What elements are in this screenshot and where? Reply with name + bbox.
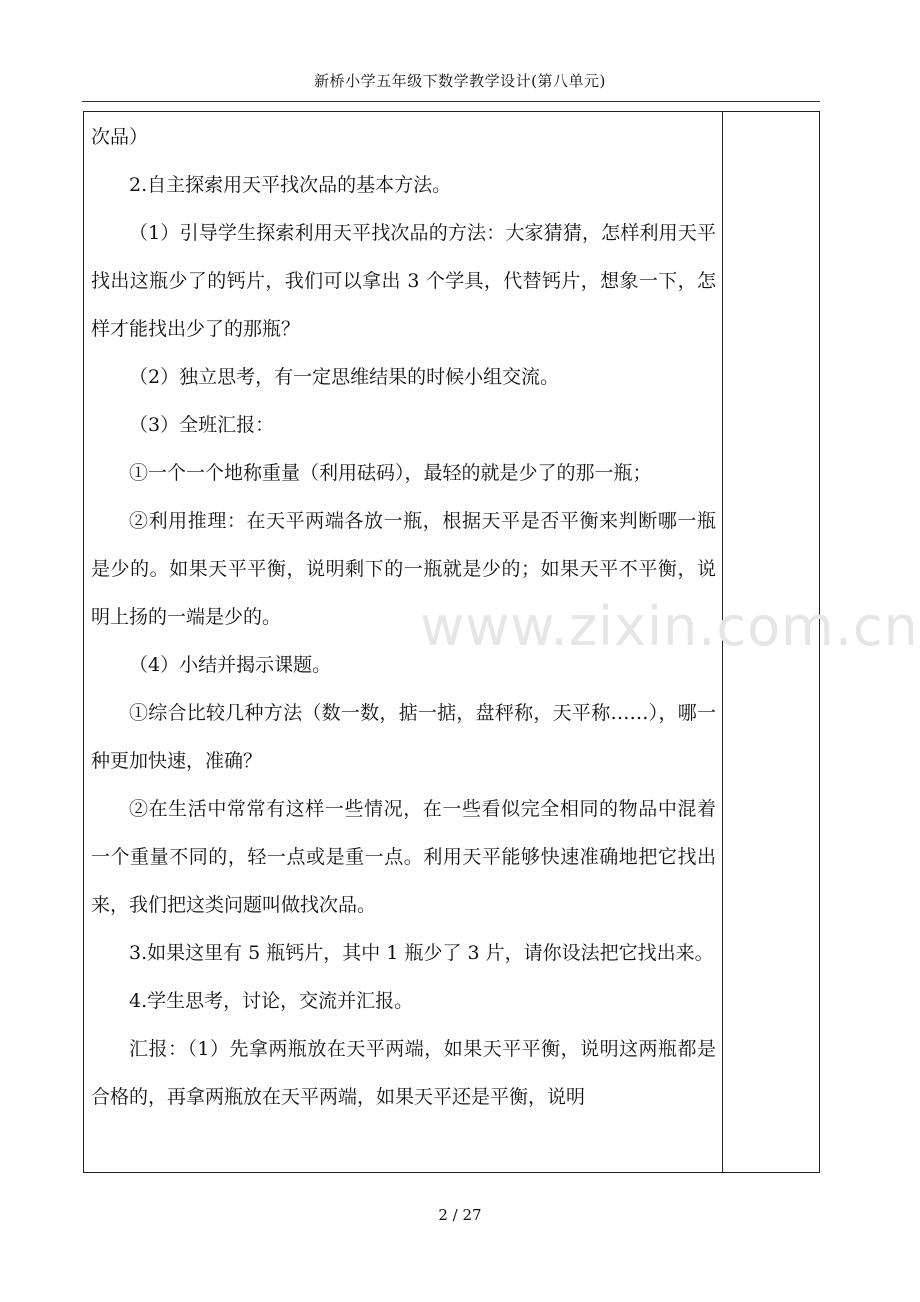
paragraph-guide-explore: （1）引导学生探索利用天平找次品的方法：大家猜猜，怎样利用天平找出这瓶少了的钙片，我们可以拿出 3 个学具，代替钙片，想象一下，怎样才能找出少了的那瓶？ bbox=[91, 222, 716, 340]
paragraph-step-4: 4.学生思考，讨论，交流并汇报。 bbox=[129, 990, 414, 1012]
header-rule bbox=[82, 101, 820, 102]
paragraph-continuation: 次品） bbox=[91, 126, 149, 148]
paragraph-report: 汇报：（1）先拿两瓶放在天平两端，如果天平平衡，说明这两瓶都是合格的，再拿两瓶放在天平两端，如果天平还是平衡，说明 bbox=[91, 1038, 716, 1108]
paragraph-step-3: 3.如果这里有 5 瓶钙片，其中 1 瓶少了 3 片，请你设法把它找出来。 bbox=[129, 942, 714, 964]
paragraph-class-report: （3）全班汇报： bbox=[129, 414, 275, 436]
paragraph-think-independently: （2）独立思考，有一定思维结果的时候小组交流。 bbox=[129, 366, 560, 388]
paragraph-define-problem: ②在生活中常常有这样一些情况，在一些看似完全相同的物品中混着一个重量不同的，轻一点或是重一点。利用天平能够快速准确地把它找出来，我们把这类问题叫做找次品。 bbox=[91, 798, 716, 916]
paragraph-method-1: ①一个一个地称重量（利用砝码），最轻的就是少了的那一瓶； bbox=[129, 462, 652, 484]
page-header-title: 新桥小学五年级下数学教学设计(第八单元) bbox=[314, 72, 606, 90]
paragraph-step-2: 2.自主探索用天平找次品的基本方法。 bbox=[129, 174, 452, 196]
paragraph-method-2: ②利用推理：在天平两端各放一瓶，根据天平是否平衡来判断哪一瓶是少的。如果天平平衡，说明剩下的一瓶就是少的；如果天平不平衡，说明上扬的一端是少的。 bbox=[91, 510, 716, 628]
watermark: www.zixin.com.cn bbox=[420, 595, 919, 658]
paragraph-compare-methods: ①综合比较几种方法（数一数，掂一掂，盘秤称，天平称……），哪一种更加快速，准确？ bbox=[91, 702, 716, 772]
page-number: 2 / 27 bbox=[438, 1206, 482, 1224]
paragraph-summary: （4）小结并揭示课题。 bbox=[129, 654, 332, 676]
